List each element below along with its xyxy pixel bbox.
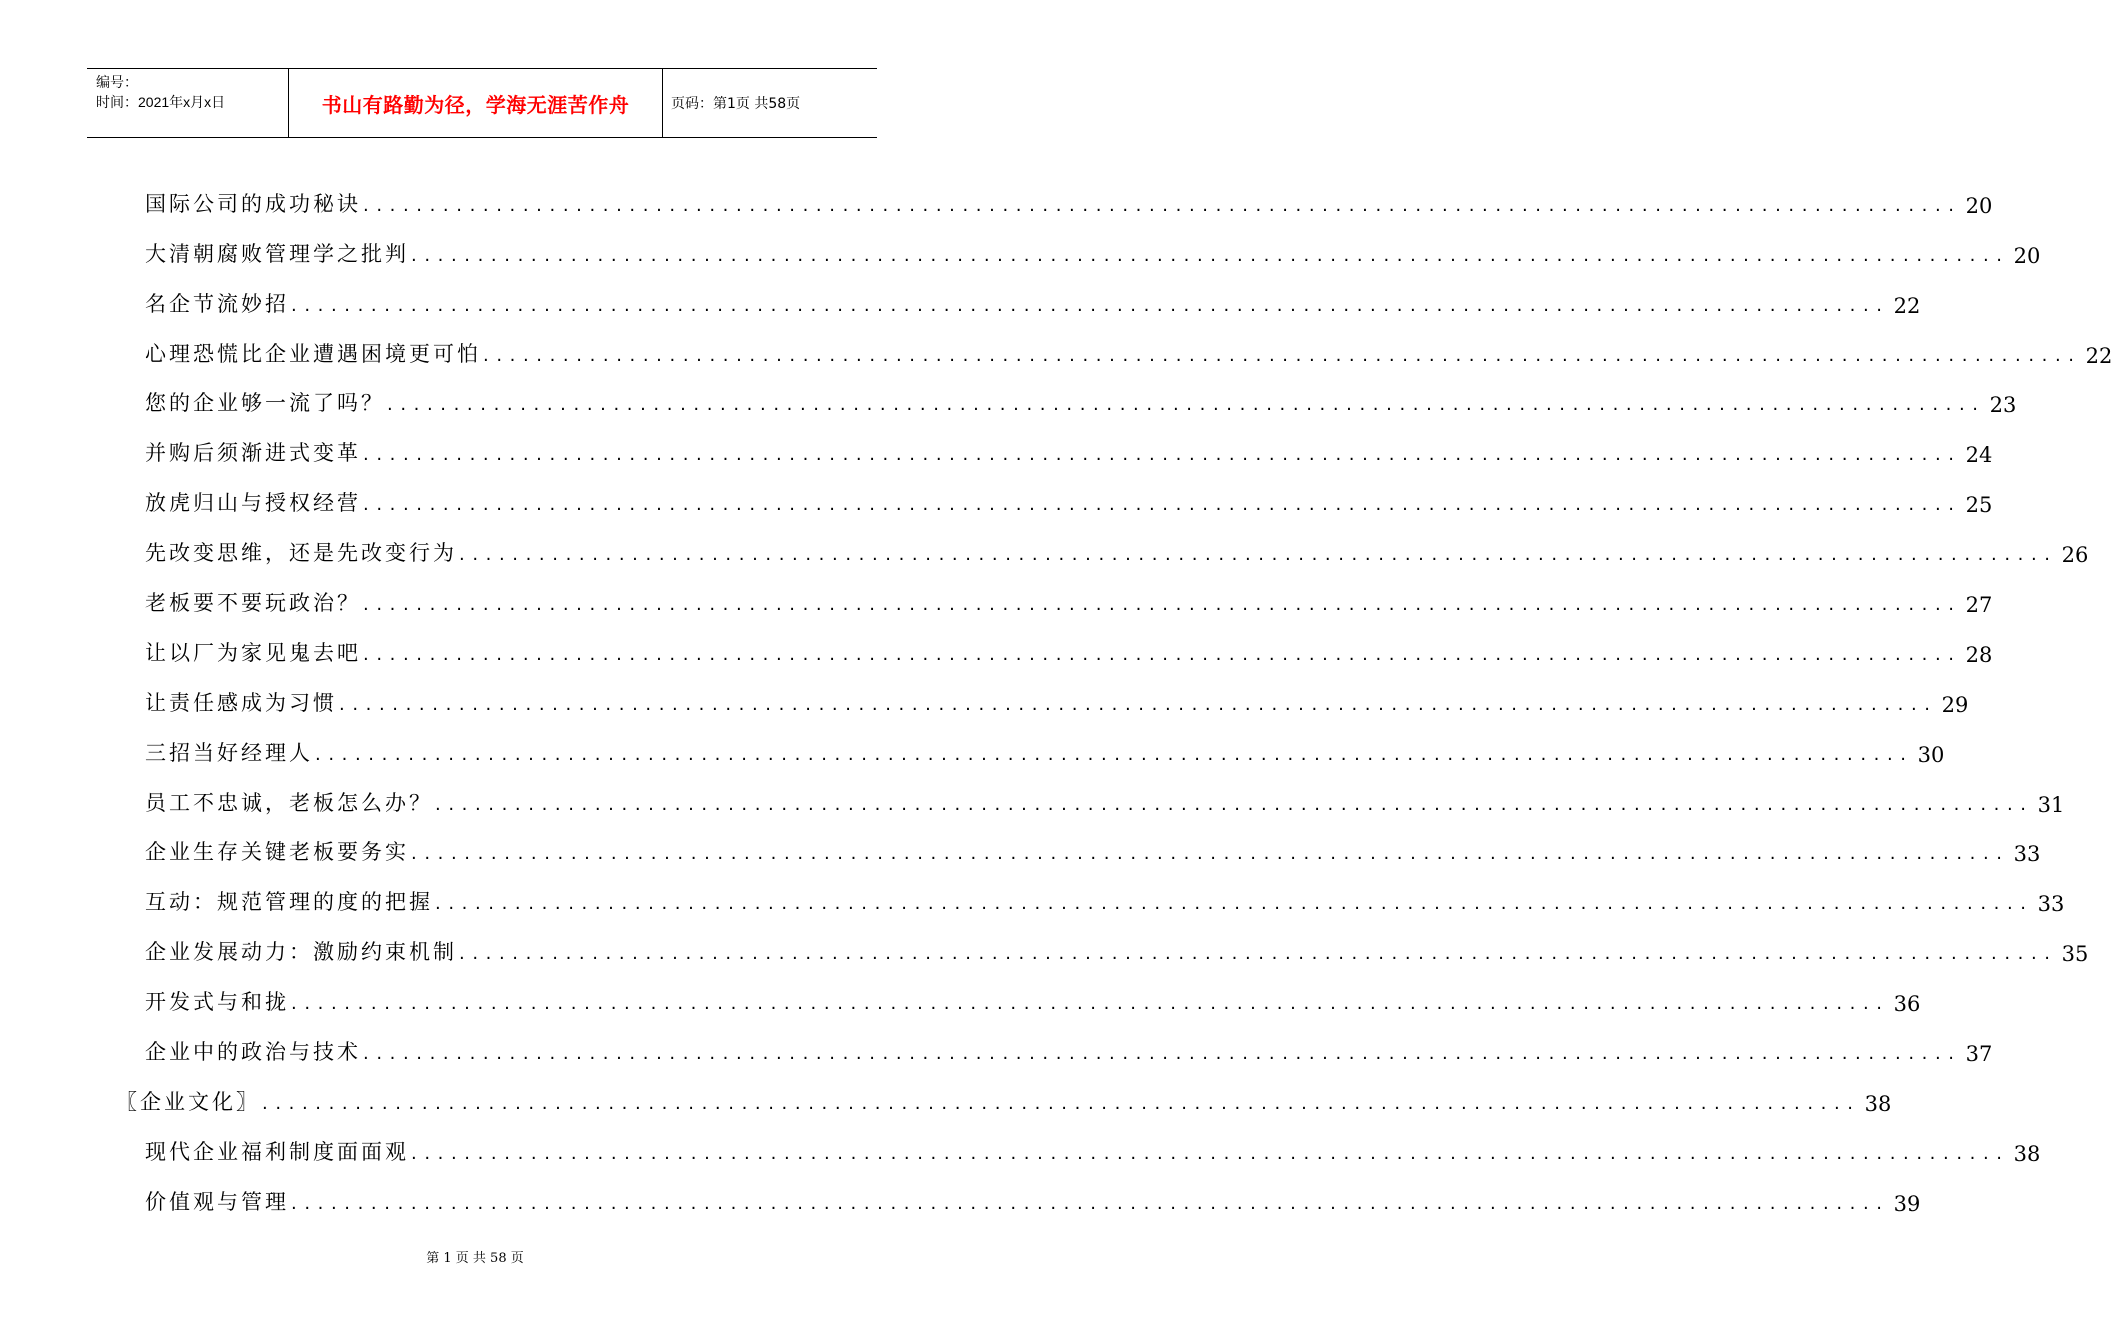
toc-entry-page: 20	[1965, 193, 1993, 218]
toc-entry-page: 20	[2013, 243, 2041, 268]
toc-entry-title: 大清朝腐败管理学之批判	[145, 241, 409, 266]
toc-leader-dots: ........................................................................................................................	[435, 893, 2034, 915]
toc-entry-title: 您的企业够一流了吗？	[145, 391, 385, 416]
toc-entry[interactable]	[0, 667, 1969, 717]
toc-entry[interactable]	[0, 1116, 2041, 1166]
table-of-contents	[0, 168, 2112, 1216]
toc-leader-dots: ........................................................................................................................	[363, 594, 1962, 616]
toc-entry[interactable]	[0, 268, 1921, 318]
toc-leader-dots: ........................................................................................................................	[315, 743, 1914, 765]
toc-entry-title: 互动：规范管理的度的把握	[145, 890, 433, 915]
toc-entry-page: 27	[1965, 593, 1993, 618]
toc-leader-dots: ........................................................................................................................	[291, 993, 1890, 1015]
toc-entry[interactable]	[0, 467, 1993, 518]
header-page-label: 页码：第1页 共58页	[671, 96, 801, 112]
page-footer: 第 1 页 共 58 页	[426, 1251, 524, 1266]
toc-leader-dots: ........................................................................................................................	[291, 294, 1890, 316]
toc-leader-dots: ........................................................................................................................	[262, 1092, 1861, 1114]
toc-entry-title: 〖企业文化〗	[116, 1089, 260, 1114]
toc-entry-title: 让责任感成为习惯	[145, 690, 337, 715]
toc-entry-title: 名企节流妙招	[145, 291, 289, 316]
toc-entry-page: 37	[1965, 1042, 1993, 1067]
toc-leader-dots: ........................................................................................................................	[363, 643, 1962, 665]
toc-entry[interactable]	[0, 617, 1993, 667]
toc-entry-page: 23	[1989, 393, 2017, 418]
toc-entry[interactable]	[0, 218, 2041, 268]
page-header	[87, 68, 877, 138]
toc-entry-title: 企业生存关键老板要务实	[145, 840, 409, 865]
toc-entry[interactable]	[0, 318, 2112, 368]
toc-leader-dots: ........................................................................................................................	[339, 693, 1938, 715]
toc-leader-dots: ........................................................................................................................	[435, 793, 2034, 815]
toc-entry[interactable]	[0, 966, 1921, 1017]
toc-leader-dots: ........................................................................................................................	[459, 544, 2058, 566]
toc-entry-page: 22	[2085, 343, 2112, 368]
toc-leader-dots: ........................................................................................................................	[363, 194, 1962, 216]
toc-entry-title: 国际公司的成功秘诀	[145, 191, 361, 216]
toc-entry-title: 企业中的政治与技术	[145, 1040, 361, 1065]
toc-entry[interactable]	[0, 517, 2089, 568]
toc-entry[interactable]	[0, 1016, 1993, 1067]
toc-entry[interactable]	[0, 767, 2065, 817]
toc-entry-title: 三招当好经理人	[145, 740, 313, 765]
time-label: 时间：2021年x月x日	[96, 94, 226, 110]
toc-entry-title: 并购后须渐进式变革	[145, 441, 361, 466]
toc-entry-title: 现代企业福利制度面面观	[145, 1139, 409, 1164]
toc-entry[interactable]	[0, 168, 1993, 218]
header-meta	[87, 69, 288, 137]
toc-entry-page: 31	[2037, 792, 2065, 817]
toc-entry-page: 39	[1893, 1191, 1921, 1216]
toc-entry-page: 38	[2013, 1141, 2041, 1166]
toc-entry-page: 36	[1893, 992, 1921, 1017]
toc-entry-title: 开发式与和拢	[145, 990, 289, 1015]
code-label: 编号：	[96, 74, 138, 90]
toc-leader-dots: ........................................................................................................................	[411, 1142, 2010, 1164]
toc-entry-title: 老板要不要玩政治？	[145, 591, 361, 616]
toc-entry-page: 24	[1965, 443, 1993, 468]
toc-entry-page: 35	[2061, 942, 2089, 967]
toc-entry-title: 放虎归山与授权经营	[145, 491, 361, 516]
toc-entry-page: 30	[1917, 742, 1945, 767]
toc-entry-page: 33	[2013, 842, 2041, 867]
toc-leader-dots: ........................................................................................................................	[363, 1043, 1962, 1065]
toc-entry-page: 29	[1941, 692, 1969, 717]
toc-entry-page: 22	[1893, 293, 1921, 318]
toc-entry-title: 企业发展动力：激励约束机制	[145, 940, 457, 965]
toc-entry[interactable]	[0, 717, 1945, 767]
toc-entry-page: 26	[2061, 543, 2089, 568]
toc-leader-dots: ........................................................................................................................	[459, 943, 2058, 965]
toc-entry-page: 28	[1965, 642, 1993, 667]
toc-leader-dots: ........................................................................................................................	[411, 843, 2010, 865]
toc-leader-dots: ........................................................................................................................	[363, 494, 1962, 516]
toc-entry[interactable]	[0, 417, 1993, 468]
toc-leader-dots: ........................................................................................................................	[387, 394, 1986, 416]
toc-entry-title: 心理恐慌比企业遭遇困境更可怕	[145, 341, 481, 366]
toc-entry-page: 38	[1864, 1091, 1892, 1116]
toc-leader-dots: ........................................................................................................................	[363, 444, 1962, 466]
toc-entry[interactable]	[0, 817, 2041, 867]
toc-leader-dots: ........................................................................................................................	[483, 344, 2082, 366]
toc-entry-title: 员工不忠诚，老板怎么办？	[145, 790, 433, 815]
header-motto: 书山有路勤为径，学海无涯苦作舟	[288, 69, 663, 137]
toc-entry-page: 33	[2037, 892, 2065, 917]
toc-entry[interactable]	[0, 567, 1993, 618]
toc-entry-page: 25	[1965, 493, 1993, 518]
toc-entry[interactable]	[0, 1166, 1921, 1216]
toc-entry-title: 先改变思维，还是先改变行为	[145, 541, 457, 566]
toc-entry[interactable]	[0, 368, 2017, 418]
toc-entry[interactable]	[0, 1066, 1892, 1116]
toc-entry[interactable]	[0, 916, 2089, 967]
toc-leader-dots: ........................................................................................................................	[291, 1192, 1890, 1214]
toc-entry-title: 价值观与管理	[145, 1189, 289, 1214]
toc-leader-dots: ........................................................................................................................	[411, 244, 2010, 266]
toc-entry[interactable]	[0, 866, 2065, 917]
toc-entry-title: 让以厂为家见鬼去吧	[145, 640, 361, 665]
